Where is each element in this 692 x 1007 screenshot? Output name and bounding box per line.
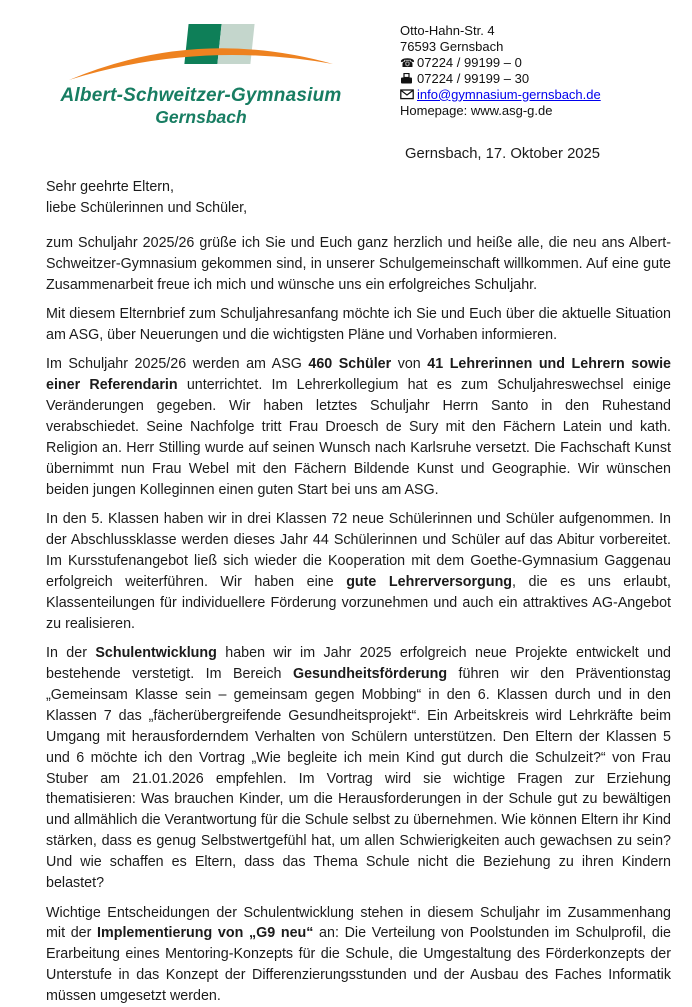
phone-number: 07224 / 99199 – 0 (417, 55, 522, 71)
bold-text-run: gute Lehrerversorgung (346, 574, 512, 590)
school-name: Albert-Schweitzer-Gymnasium (60, 84, 342, 107)
date-line: Gernsbach, 17. Oktober 2025 (0, 146, 692, 162)
letterhead (0, 0, 692, 128)
school-city: Gernsbach (60, 107, 342, 128)
contact-block (400, 20, 674, 128)
body-paragraph (46, 903, 671, 1007)
text-run: führen wir den Präventionstag „Gemeinsam Klasse sein – gemeinsam gegen Mobbing“ in den 6. Klassen durch und in den Klassen 7 das „fächerübergreifende Gesundheitsprojekt“. Ein Arbeitskreis wird Lehrkräfte beim Umgang mit herausforderndem Verhalten von Schülern unterstützen. Den Eltern der Klassen 5 und 6 möchte ich den Vortrag „Wie begleite ich mein Kind gut durch die Schulzeit?“ von Frau Stuber am 21.01.2026 empfehlen. Im Vortrag wird sie wichtige Fragen zur Erziehung thematisieren: Was brauchen Kinder, um die Herausforderungen in der Schule gut zu bewältigen und allmählich die Verantwortung für die Schule selbst zu übernehmen. Wie können Eltern ihr Kind stärken, dass es genug Selbstwertgefühl hat, um allen Schwierigkeiten auch gewachsen zu sein? Und wie schaffen es Eltern, dass das Thema Schule nicht die Beziehung zu ihren Kindern belastet? (46, 666, 671, 891)
school-logo (60, 20, 342, 128)
text-run: haben wir im Jahr 2025 erfolgreich neue Projekte entwickelt und bestehende verstetigt. Im Bereich (46, 645, 671, 682)
body-paragraph (46, 304, 671, 346)
logo-graphic (67, 20, 335, 84)
greeting-line-1: Sehr geehrte Eltern, (46, 177, 692, 198)
text-run: an: Die Verteilung von Poolstunden im Schulprofil, die Erarbeitung eines Mentoring-Konzepts für die Schule, die Umgestaltung des Förderkonzepts der Unterstufe in das Konzept der Differenzierungsstunden und der Ausbau des Faches Informatik müssen umgesetzt werden. (46, 925, 671, 1004)
text-run: unterrichtet. Im Lehrerkollegium hat es zum Schuljahreswechsel einige Veränderungen gegeben. Wir haben letztes Schuljahr Herrn Santo in den Ruhestand verabschiedet. Seine Nachfolge tritt Frau Droesch de Sury mit den Fächern Latein und kath. Religion an. Herr Stilling wurde auf seinen Wunsch nach Karlsruhe versetzt. Die Fachschaft Kunst übernimmt nun Frau Webel mit den Fächern Bildende Kunst und Geographie. Wir wünschen beiden jungen Kolleginnen einen guten Start bei uns am ASG. (46, 377, 671, 498)
address-street: Otto-Hahn-Str. 4 (400, 23, 674, 39)
email-icon (400, 89, 417, 100)
body-paragraph (46, 233, 671, 296)
logo-dark-square (184, 24, 221, 64)
body-paragraph (46, 354, 671, 500)
bold-text-run: Implementierung von „G9 neu“ (97, 925, 313, 941)
logo-swoosh-icon (69, 48, 333, 80)
bold-text-run: 41 Lehrerinnen und Lehrern sowie einer Referendarin (46, 356, 671, 393)
text-run: In der (46, 645, 95, 661)
bold-text-run: Schulentwicklung (95, 645, 217, 661)
text-run: Mit diesem Elternbrief zum Schuljahresanfang möchte ich Sie und Euch über die aktuelle Situation am ASG, über Neuerungen und die wichtigsten Pläne und Vorhaben informieren. (46, 306, 671, 343)
email-link[interactable]: info@gymnasium-gernsbach.de (417, 87, 601, 103)
letter-body (46, 233, 671, 1007)
body-paragraph (46, 643, 671, 894)
greeting-line-2: liebe Schülerinnen und Schüler, (46, 198, 692, 219)
homepage-url: www.asg-g.de (471, 103, 553, 118)
greeting (46, 177, 692, 219)
fax-number: 07224 / 99199 – 30 (417, 71, 529, 87)
text-run: Im Schuljahr 2025/26 werden am ASG (46, 356, 308, 372)
text-run: zum Schuljahr 2025/26 grüße ich Sie und Euch ganz herzlich und heiße alle, die neu ans Albert-Schweitzer-Gymnasium gekommen sind, in unserer Schulgemeinschaft willkommen. Auf eine gute Zusammenarbeit freue ich mich und wünsche uns ein erfolgreiches Schuljahr. (46, 235, 671, 293)
address-city: 76593 Gernsbach (400, 39, 674, 55)
bold-text-run: 460 Schüler (308, 356, 391, 372)
homepage-label: Homepage: (400, 103, 471, 118)
text-run: Wichtige Entscheidungen der Schulentwicklung stehen in diesem Schuljahr im Zusammenhang mit der (46, 905, 671, 942)
bold-text-run: Gesundheitsförderung (293, 666, 447, 682)
text-run: von (391, 356, 427, 372)
text-run: In den 5. Klassen haben wir in drei Klassen 72 neue Schülerinnen und Schüler aufgenommen. In der Abschlussklasse werden dieses Jahr 44 Schülerinnen und Schüler auf das Abitur vorbereitet. Im Kursstufenangebot ließ sich wieder die Kooperation mit dem Goethe-Gymnasium Gaggenau erfolgreich weiterführen. Wir haben eine (46, 511, 671, 590)
fax-icon (400, 73, 417, 85)
text-run: , die es uns erlaubt, Klassenteilungen für individuellere Förderung vorzunehmen und auch ein attraktives AG-Angebot zu realisieren. (46, 574, 671, 632)
body-paragraph (46, 509, 671, 634)
phone-icon: ☎ (400, 57, 417, 69)
logo-light-square (217, 24, 254, 64)
